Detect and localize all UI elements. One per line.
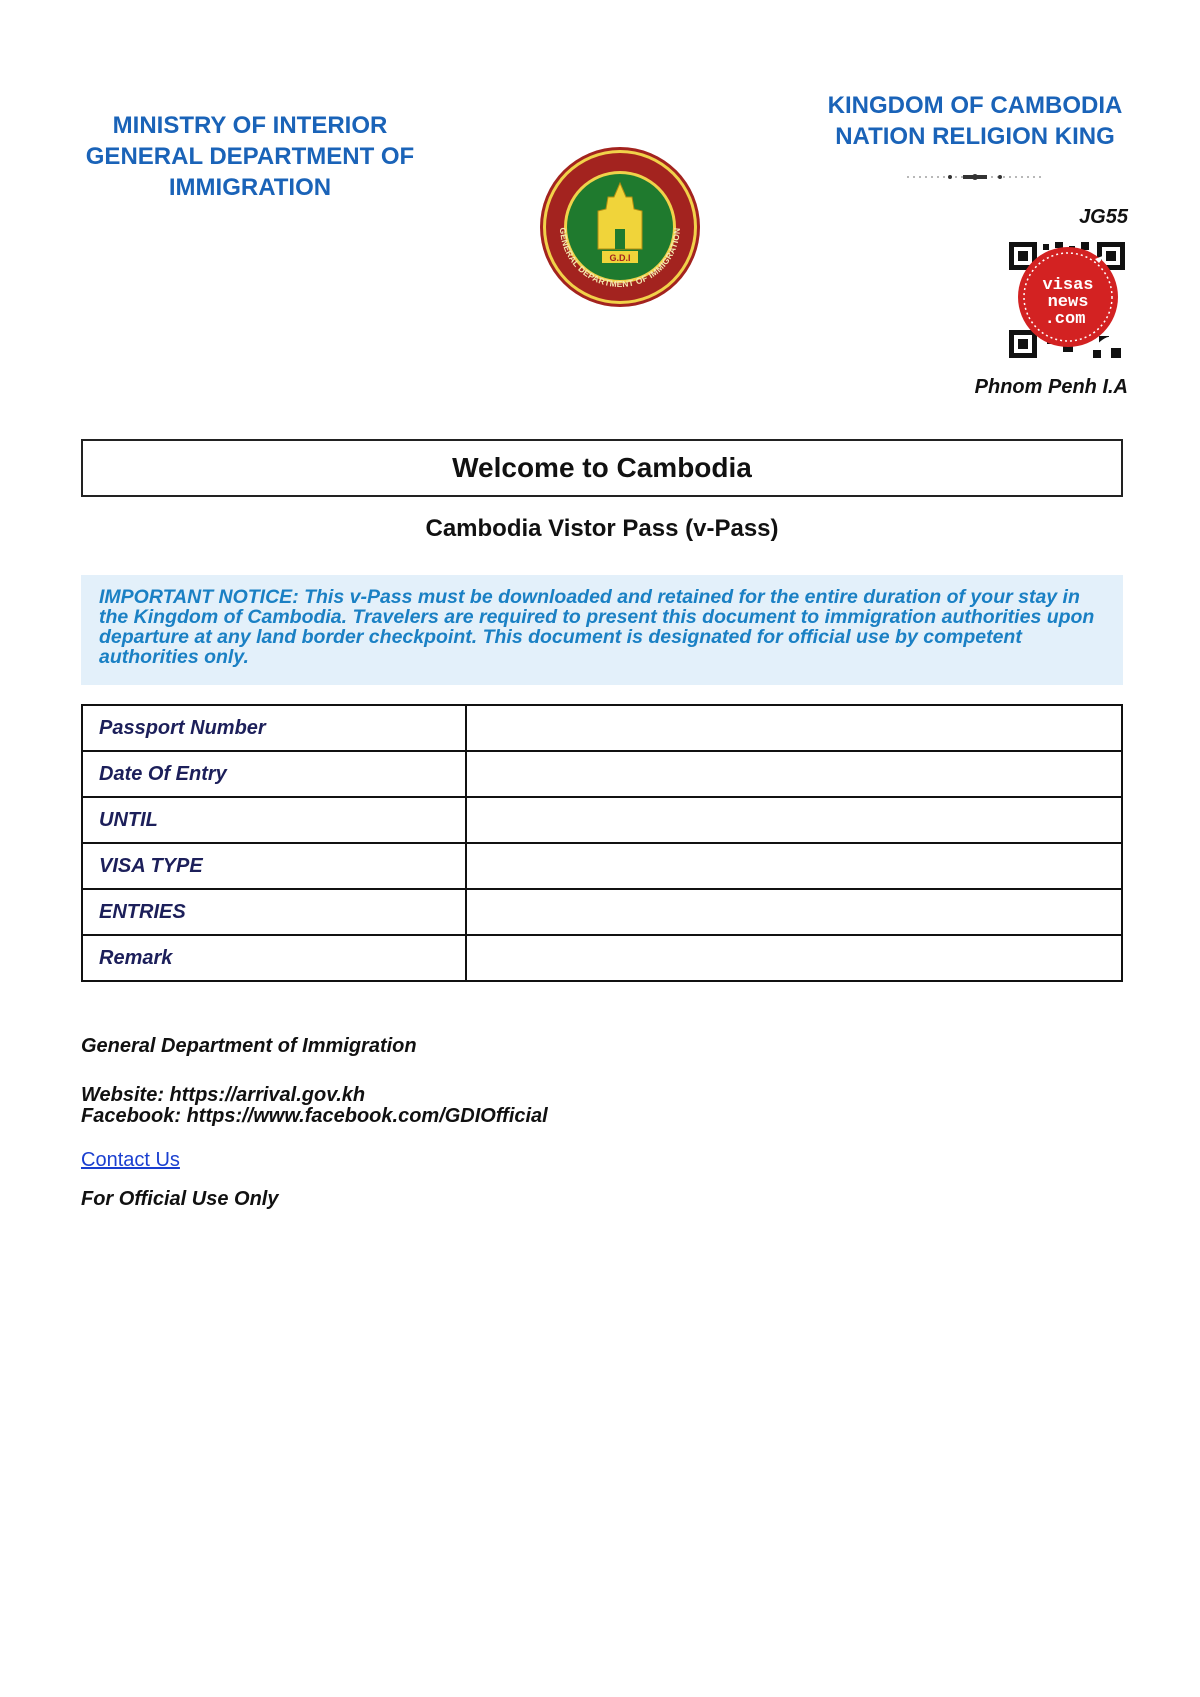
footer-facebook: Facebook: https://www.facebook.com/GDIOfficial: [81, 1105, 548, 1127]
ministry-line-3: IMMIGRATION: [168, 174, 332, 201]
ministry-line-1: MINISTRY OF INTERIOR: [112, 112, 388, 139]
footer-department: General Department of Immigration: [81, 1035, 417, 1057]
row-value-entries: [466, 889, 1122, 935]
visas-news-watermark: [1013, 245, 1123, 355]
row-label-passport-number: Passport Number: [82, 705, 466, 751]
row-value-until: [466, 797, 1122, 843]
table-row: [82, 797, 1122, 843]
issuing-office: Phnom Penh I.A: [974, 376, 1128, 398]
row-label-until: UNTIL: [82, 797, 466, 843]
footer-website: Website: https://arrival.gov.kh: [81, 1084, 366, 1106]
row-value-remark: [466, 935, 1122, 981]
table-row: [82, 751, 1122, 797]
badge-line-1: visas: [1042, 276, 1094, 295]
row-label-visa-type: VISA TYPE: [82, 843, 466, 889]
kingdom-line-1: KINGDOM OF CAMBODIA: [827, 92, 1123, 119]
gdi-seal-icon: [538, 145, 702, 309]
visa-details-table: [81, 704, 1123, 982]
kingdom-line-2: NATION RELIGION KING: [835, 123, 1115, 150]
ministry-line-2: GENERAL DEPARTMENT OF: [85, 143, 415, 170]
row-value-date-of-entry: [466, 751, 1122, 797]
page-title: Welcome to Cambodia: [81, 439, 1123, 497]
row-value-visa-type: [466, 843, 1122, 889]
table-row: [82, 843, 1122, 889]
badge-line-2: news: [1047, 293, 1089, 312]
footer: [81, 1036, 781, 1210]
contact-us-link[interactable]: Contact Us: [81, 1149, 180, 1171]
ornament-divider-icon: [905, 170, 1045, 184]
document-subtitle: Cambodia Vistor Pass (v-Pass): [425, 515, 779, 542]
visas-news-badge-icon: [1013, 245, 1123, 355]
official-use-note: For Official Use Only: [81, 1188, 279, 1210]
table-row: [82, 935, 1122, 981]
ministry-header: [70, 110, 430, 203]
row-label-entries: ENTRIES: [82, 889, 466, 935]
row-value-passport-number: [466, 705, 1122, 751]
table-row: [82, 705, 1122, 751]
kingdom-header: [815, 90, 1135, 152]
row-label-remark: Remark: [82, 935, 466, 981]
row-label-date-of-entry: Date Of Entry: [82, 751, 466, 797]
important-notice: IMPORTANT NOTICE: This v-Pass must be downloaded and retained for the entire duration of your stay in the Kingdom of Cambodia. Travelers are required to present this document to immigration authorities upon departure at any land border checkpoint. This document is designated for official use by competent authorities only.: [81, 575, 1123, 685]
table-row: [82, 889, 1122, 935]
seal-abbr: G.D.I: [609, 253, 631, 263]
badge-line-3: .com: [1044, 310, 1086, 329]
reference-code: JG55: [1079, 206, 1128, 228]
seal-arc-text: GENERAL DEPARTMENT OF IMMIGRATION: [557, 227, 683, 290]
